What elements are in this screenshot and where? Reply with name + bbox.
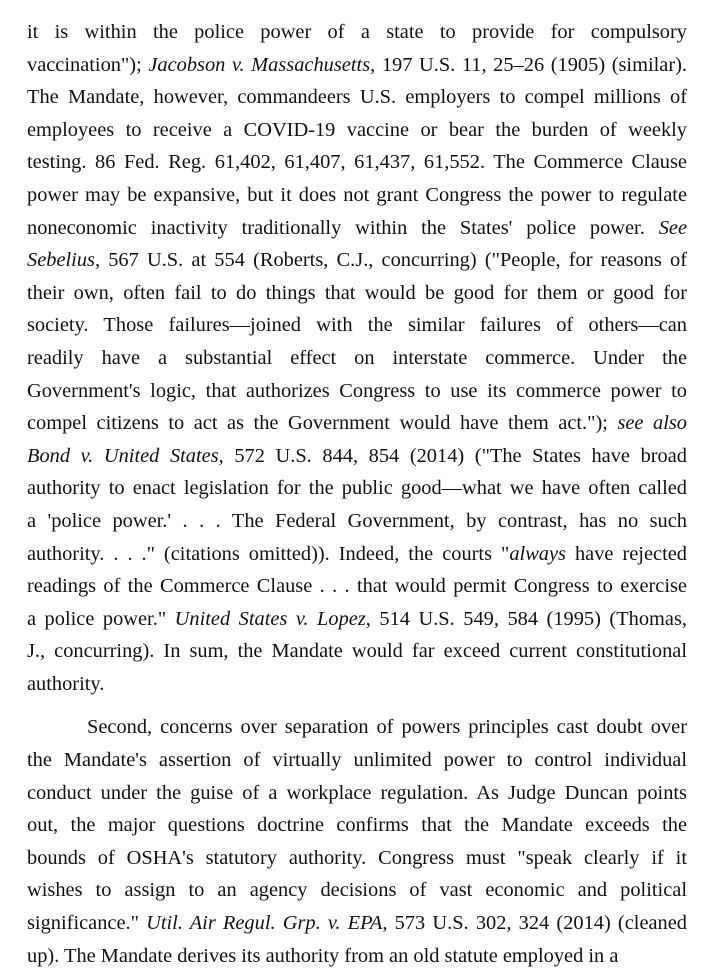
text-segment: have rejected xyxy=(566,542,687,565)
text-line xyxy=(27,244,687,277)
text-segment: authority to enact legislation for the public good—what we have often called xyxy=(27,477,687,500)
citation-italic: United States v. Lopez xyxy=(174,607,366,630)
text-line xyxy=(27,809,687,842)
citation-italic: see also xyxy=(617,412,687,435)
text-line xyxy=(27,777,687,810)
text-segment: employees to receive a COVID-19 vaccine or bear the burden of weekly xyxy=(27,118,687,141)
text-line xyxy=(27,744,687,777)
text-segment: out, the major questions doctrine confirms that the Mandate exceeds the xyxy=(27,814,687,837)
document-page xyxy=(27,16,687,972)
citation-italic: See xyxy=(658,216,687,239)
text-line xyxy=(27,212,687,245)
text-line xyxy=(27,570,687,603)
text-line xyxy=(27,472,687,505)
text-segment: , 573 U.S. 302, 324 (2014) (cleaned xyxy=(382,912,687,935)
citation-italic: Bond v. United States xyxy=(27,444,219,467)
citation-italic: Sebelius xyxy=(27,249,95,272)
citation-italic: Util. Air Regul. Grp. v. EPA xyxy=(146,912,383,935)
text-segment: it is within the police power of a state to provide for compulsory xyxy=(27,21,687,43)
text-segment: , 567 U.S. at 554 (Roberts, C.J., concurring) ("People, for reasons of xyxy=(94,249,687,272)
paragraph-1 xyxy=(27,16,687,700)
text-segment: their own, often fail to do things that would be good for them or good for xyxy=(27,281,687,304)
text-line xyxy=(27,49,687,82)
text-segment: the Mandate's assertion of virtually unlimited power to control individual xyxy=(27,749,687,772)
text-line xyxy=(27,309,687,342)
text-segment: testing. 86 Fed. Reg. 61,402, 61,407, 61,437, 61,552. The Commerce Clause xyxy=(27,151,687,174)
text-line xyxy=(27,375,687,408)
text-line xyxy=(27,635,687,668)
text-segment: authority. . . ." (citations omitted)). Indeed, the courts " xyxy=(27,542,510,565)
text-line xyxy=(27,940,687,973)
text-line xyxy=(27,842,687,875)
text-segment: a 'police power.' . . . The Federal Government, by contrast, has no such xyxy=(27,509,687,532)
text-line xyxy=(27,16,687,49)
text-segment: authority. xyxy=(27,672,105,695)
text-segment: a police power." xyxy=(27,607,175,630)
text-line xyxy=(27,711,687,744)
text-segment: Second, concerns over separation of powers principles cast doubt over xyxy=(87,716,687,739)
text-line xyxy=(27,146,687,179)
text-line xyxy=(27,874,687,907)
citation-italic: Jacobson v. Massachusetts xyxy=(148,53,371,76)
text-line xyxy=(27,81,687,114)
citation-italic: always xyxy=(509,542,566,565)
text-segment: vaccination"); xyxy=(27,53,149,76)
text-segment: readily have a substantial effect on interstate commerce. Under the xyxy=(27,346,687,369)
text-line xyxy=(27,179,687,212)
text-segment: compel citizens to act as the Government would have them act."); xyxy=(27,412,618,435)
paragraph-gap xyxy=(27,700,687,711)
text-line xyxy=(27,668,687,701)
text-segment: The Mandate, however, commandeers U.S. employers to compel millions of xyxy=(27,86,687,109)
text-segment: power may be expansive, but it does not grant Congress the power to regulate xyxy=(27,183,687,206)
text-line xyxy=(27,407,687,440)
text-segment: bounds of OSHA's statutory authority. Congress must "speak clearly if it xyxy=(27,846,687,869)
text-segment: significance." xyxy=(27,912,147,935)
text-segment: up). The Mandate derives its authority from an old statute employed in a xyxy=(27,944,619,967)
text-line xyxy=(27,277,687,310)
text-segment: , 572 U.S. 844, 854 (2014) ("The States have broad xyxy=(218,444,687,467)
text-segment: Government's logic, that authorizes Congress to use its commerce power to xyxy=(27,379,687,402)
text-line xyxy=(27,440,687,473)
text-line xyxy=(27,538,687,571)
text-line xyxy=(27,505,687,538)
text-segment: , 514 U.S. 549, 584 (1995) (Thomas, xyxy=(365,607,687,630)
text-segment: readings of the Commerce Clause . . . that would permit Congress to exercise xyxy=(27,575,687,598)
text-line xyxy=(27,603,687,636)
text-segment: conduct under the guise of a workplace regulation. As Judge Duncan points xyxy=(27,781,687,804)
text-segment: wishes to assign to an agency decisions of vast economic and political xyxy=(27,879,687,902)
text-segment: noneconomic inactivity traditionally within the States' police power. xyxy=(27,216,659,239)
text-line xyxy=(27,907,687,940)
text-line xyxy=(27,342,687,375)
text-segment: society. Those failures—joined with the similar failures of others—can xyxy=(27,314,687,337)
text-segment: J., concurring). In sum, the Mandate would far exceed current constitutional xyxy=(27,640,687,663)
paragraph-2 xyxy=(27,711,687,972)
text-line xyxy=(27,114,687,147)
text-segment: , 197 U.S. 11, 25–26 (1905) (similar). xyxy=(370,53,688,76)
